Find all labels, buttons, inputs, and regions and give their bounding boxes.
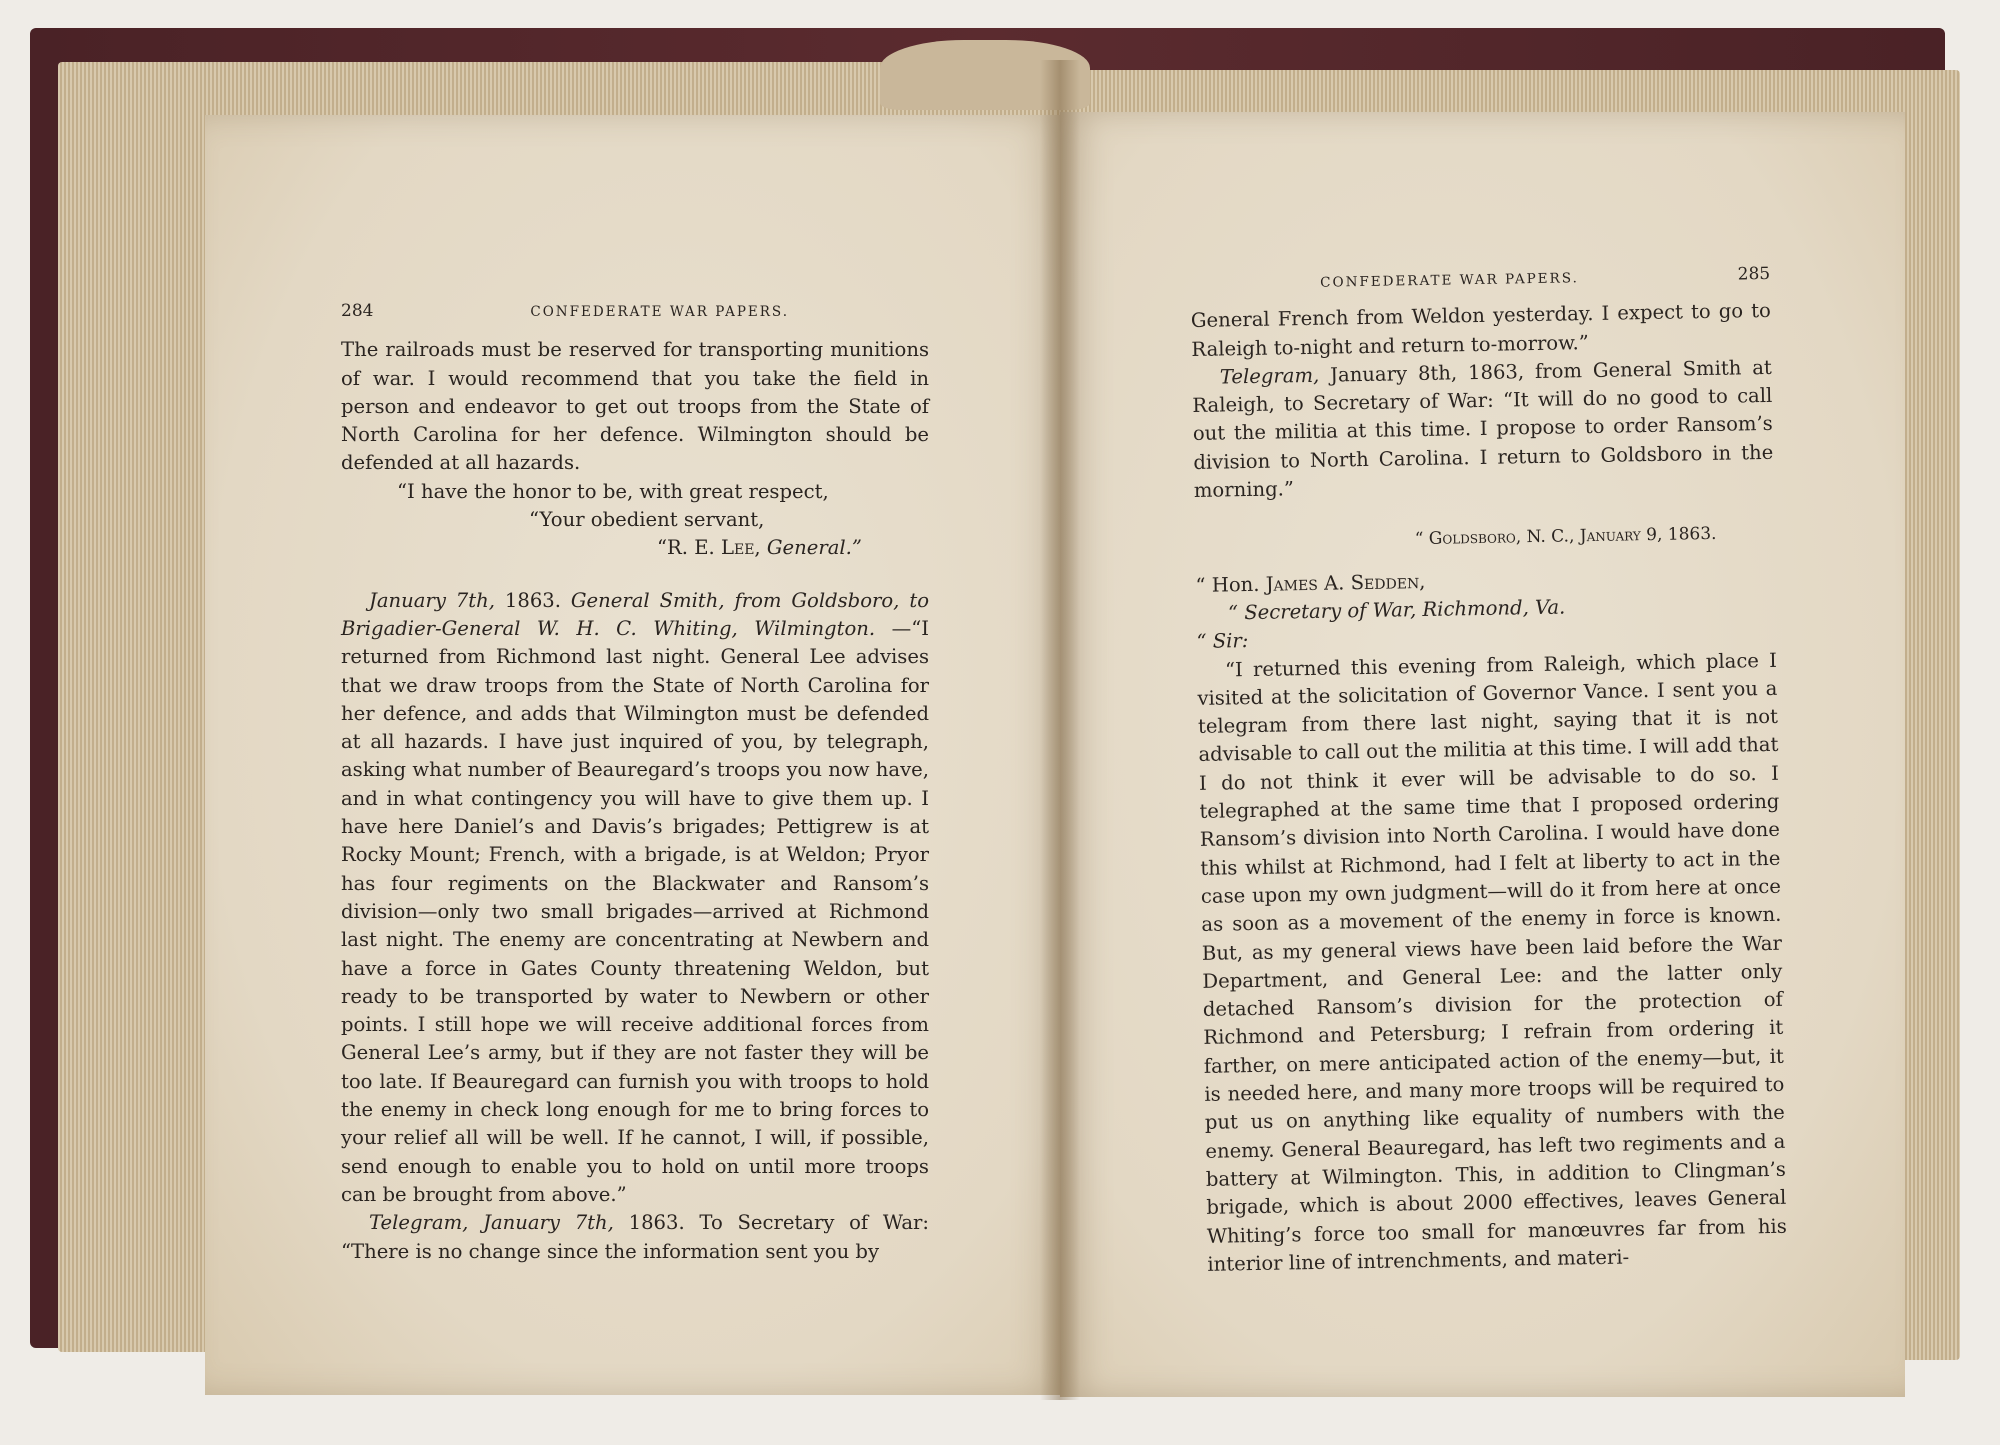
book-gutter — [1040, 60, 1080, 1400]
left-paragraph-2 — [341, 587, 929, 1210]
dispatch-body: —“I returned from Richmond last night. General Lee advises that we draw troops from the State of North Carolina for her defence, and adds that Wilmington must be defended at all hazards. I have just inquired of you, by telegraph, asking what number of Beauregard’s troops you now have, and in what contingency you will have to give them up. I have here Daniel’s and Davis’s brigades; Pettigrew is at Rocky Mount; French, with a brigade, is at Weldon; Pryor has four regiments on the Blackwater and Ransom’s division—only two small brigades—arrived at Richmond last night. The enemy are concentrating at Newbern and have a force in Gates County threatening Weldon, but ready to be transported by water to Newbern or other points. I still hope we will receive additional forces from General Lee’s army, but if they are not faster they will be too late. If Beauregard can furnish you with troops to hold the enemy in check long enough for me to bring forces to your relief all will be well. If he cannot, I will, if possible, send enough to enable you to hold on until more troops can be brought from above.” — [341, 616, 929, 1206]
dispatch-heading: General Smith, from Goldsboro, to Brigadier-General W. H. C. Whiting, Wilmington. — [341, 588, 929, 640]
letter-dateline: “ Goldsboro, N. C., January 9, 1863. — [1414, 524, 1717, 550]
address-prefix: “ Hon. — [1195, 572, 1266, 597]
right-page-text — [1190, 260, 1788, 1279]
left-running-head — [341, 297, 929, 326]
right-paragraph-3: “I returned this evening from Raleigh, which place I visited at the solicitation of Governor Vance. I sent you a telegram from there last night, saying that it is not advisable to call out the militia at this time. I will add that I do not think it ever will be advisable to do so. I telegraphed at the same time that I proposed ordering Ransom’s division into North Carolina. I would have done this whilst at Richmond, had I felt at liberty to act in the case upon my own judgment—will do it from here at once as soon as a movement of the enemy in force is known. But, as my general views have been laid before the War Department, and General Lee: and the latter only detached Ransom’s division for the protection of Richmond and Petersburg; I refrain from ordering it farther, on mere anticipated action of the enemy—but, it is needed here, and many more troops will be required to put us on anything like equality of numbers with the enemy. General Beauregard, has left two regiments and a battery at Wilmington. This, in addition to Clingman’s brigade, which is about 2000 effectives, leaves General Whiting’s force too small for manœuvres far from his interior line of intrenchments, and materi- — [1197, 648, 1787, 1276]
address-title: “ Secretary of War, Richmond, Va. — [1227, 595, 1566, 625]
running-title-right: CONFEDERATE WAR PAPERS. — [1320, 270, 1579, 291]
left-paragraph-3 — [341, 1209, 929, 1266]
running-title-left: CONFEDERATE WAR PAPERS. — [530, 304, 789, 320]
left-page-text — [341, 297, 929, 1266]
dispatch-year: 1863. — [494, 588, 571, 612]
salutation-text: “ Sir: — [1196, 629, 1249, 654]
closing-line-2: “Your obedient servant, — [529, 508, 765, 532]
closing-line-1: “I have the honor to be, with great respect, — [397, 479, 829, 503]
telegram-lead-right: Telegram, — [1219, 363, 1320, 389]
signature-name: “R. E. Lee, — [657, 536, 761, 560]
page-number-right: 285 — [1737, 263, 1771, 285]
telegram-body: 1863. To Secretary of War: “There is no change since the information sent you by — [341, 1211, 929, 1263]
telegram-body-right: January 8th, 1863, from General Smith at Raleigh, to Secretary of War: “It will do no good to call out the militia at this time. I propose to order Ransom’s division to North Carolina. I return to Goldsboro in the morning.” — [1192, 355, 1774, 503]
right-paragraph-2 — [1192, 354, 1774, 506]
right-running-head — [1190, 260, 1770, 299]
page-number-left: 284 — [341, 301, 374, 321]
left-paragraph-1: The railroads must be reserved for transporting munitions of war. I would recommend that you take the field in person and endeavor to get out troops from the State of North Carolina for her defence. Wilmington should be defended at all hazards. — [341, 338, 929, 475]
right-page — [1060, 112, 1905, 1397]
dispatch-date: January 7th, — [369, 588, 495, 612]
right-paragraph-1: General French from Weldon yesterday. I expect to go to Raleigh to-night and return to-morrow.” — [1190, 299, 1771, 361]
telegram-lead: Telegram, January 7th, — [369, 1211, 614, 1235]
closing-signature — [341, 534, 929, 562]
left-page — [205, 115, 1060, 1395]
address-name: James A. Sedden, — [1265, 569, 1426, 596]
signature-title: General.” — [766, 536, 862, 560]
